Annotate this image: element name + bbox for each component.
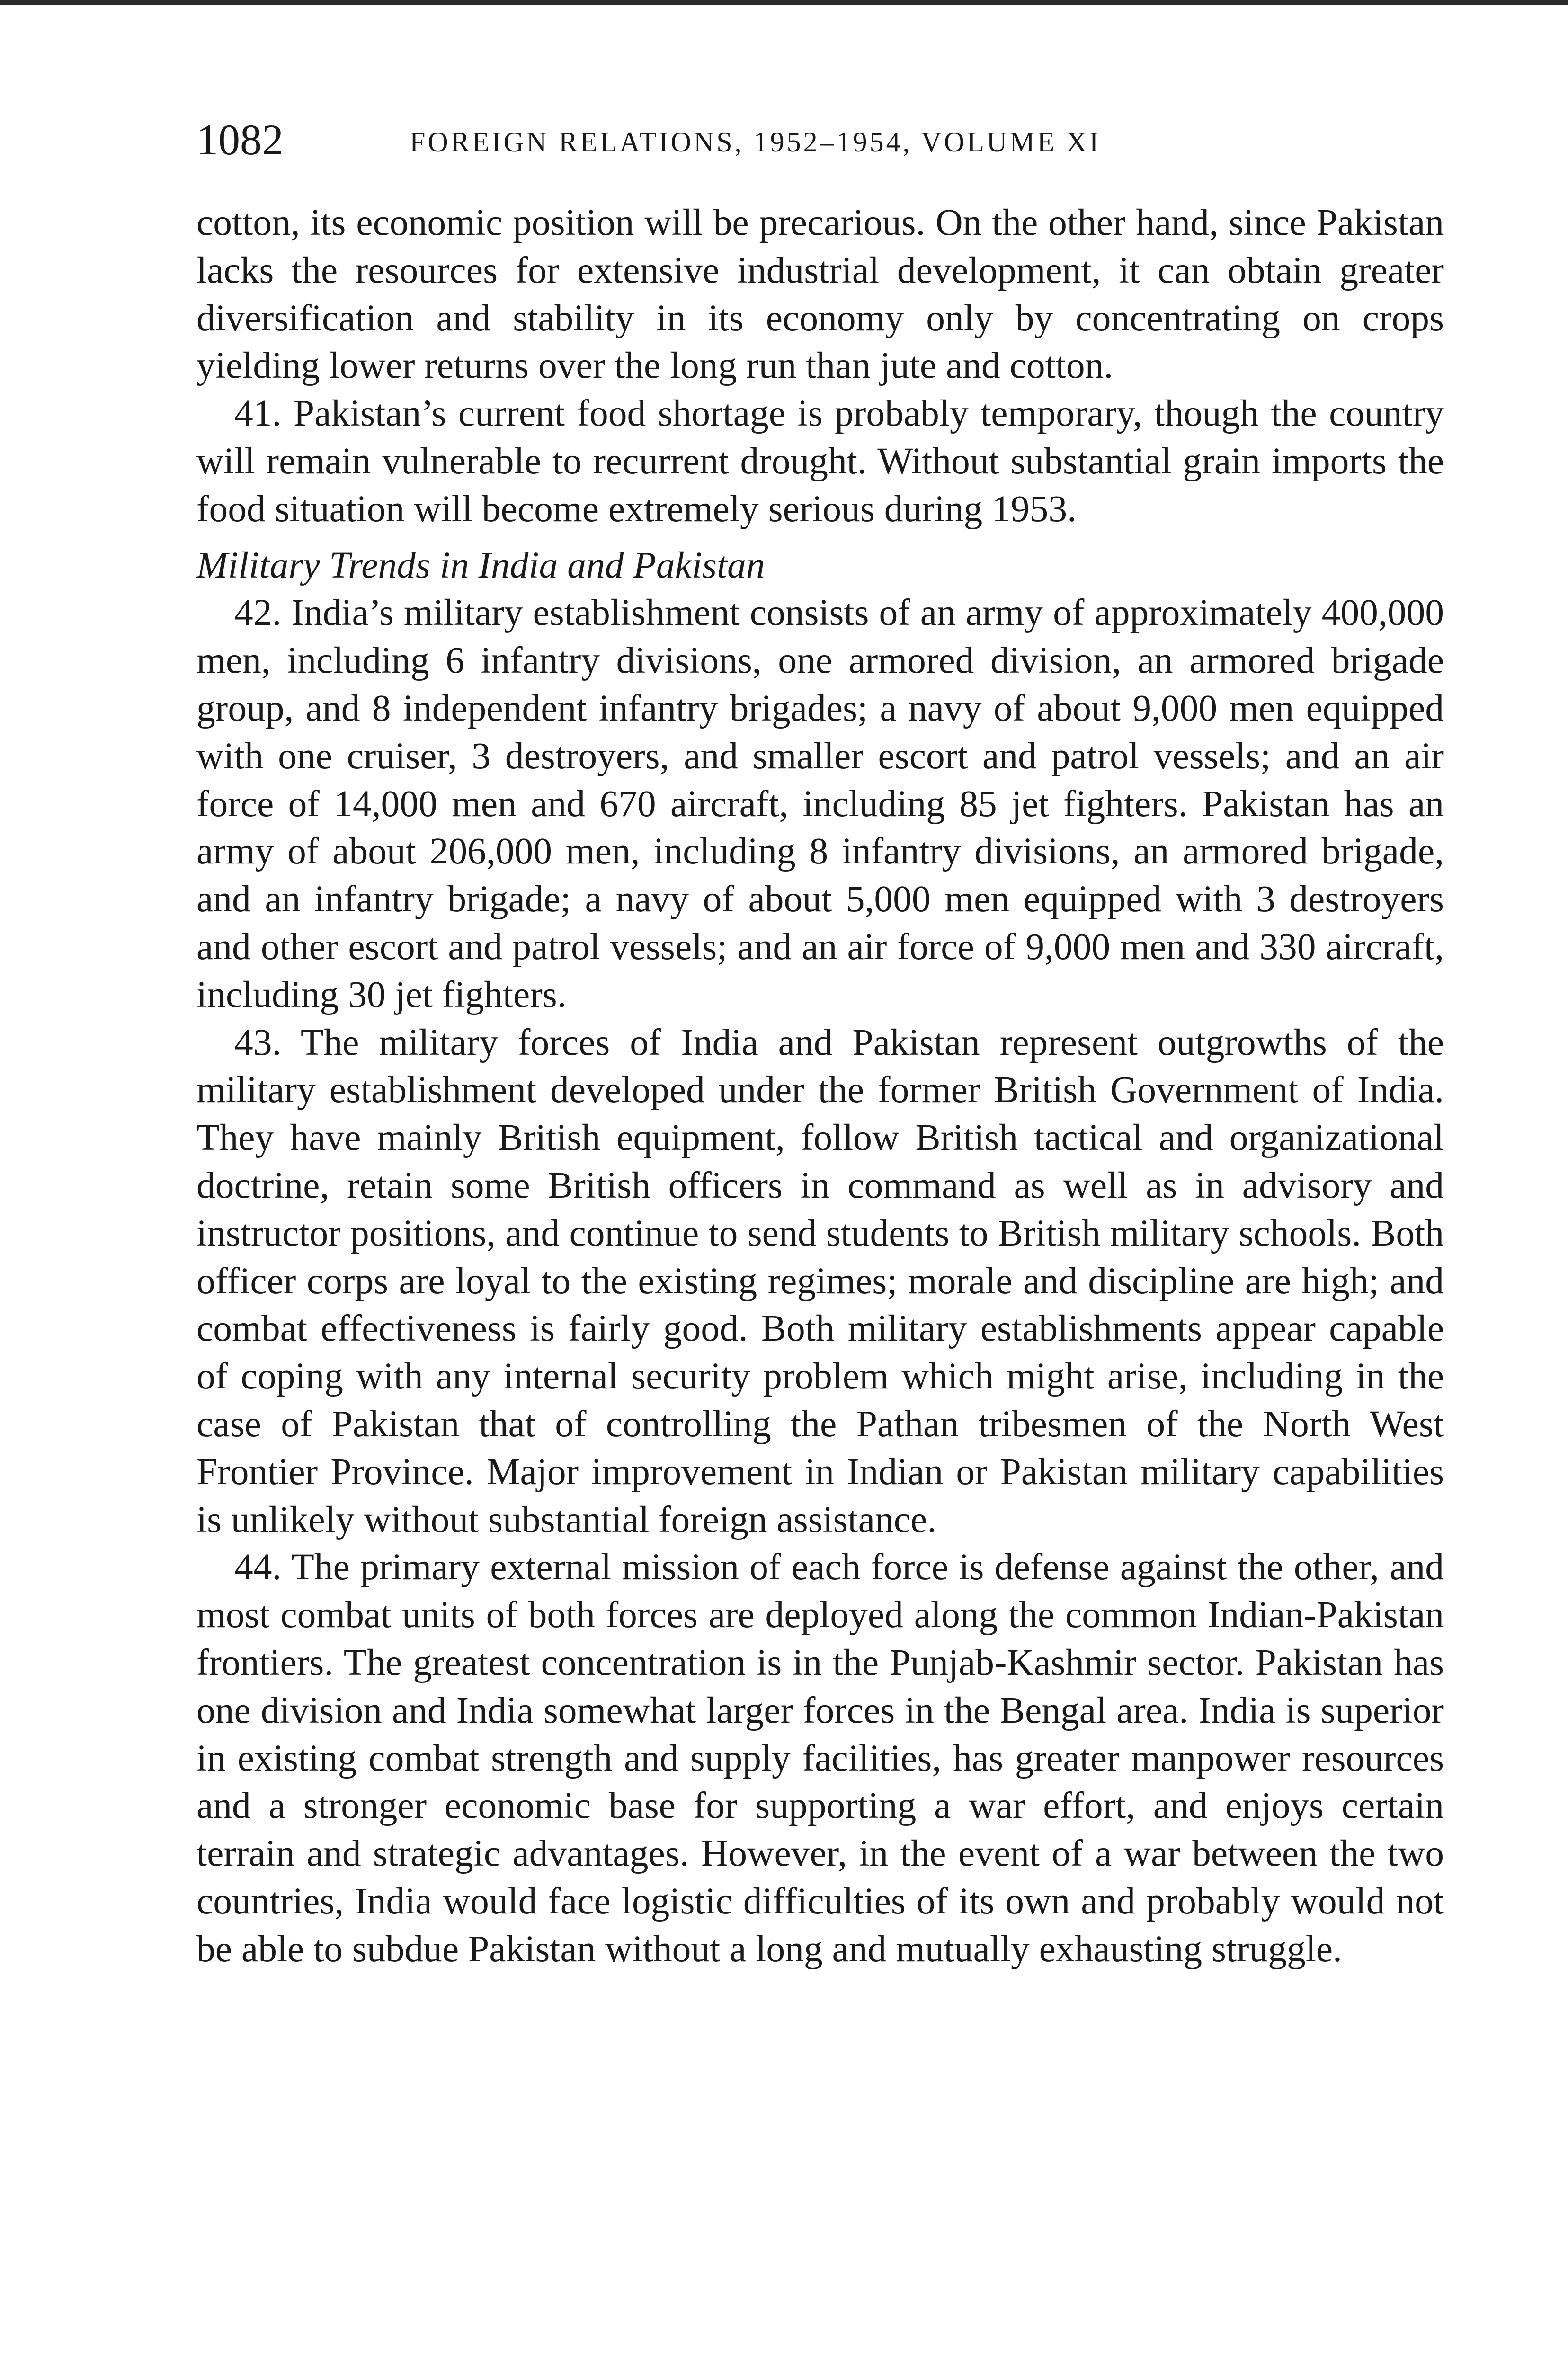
paragraph-41: 41. Pakistan’s current food shortage is probably temporary, though the country will remain vulnerable to recurrent drought. Without substantial grain imports the food situation will become extremely serious during 1953. bbox=[196, 392, 1444, 530]
page-top-edge bbox=[0, 0, 1568, 5]
section-heading: Military Trends in India and Pakistan bbox=[196, 544, 765, 586]
page-header bbox=[196, 114, 1446, 166]
paragraph-43: 43. The military forces of India and Pakistan represent outgrowths of the military establishment developed under the former British Government of India. They have mainly British equipment, follow British tactical and organizational doctrine, retain some British officers in command as well as in advisory and instructor positions, and continue to send students to British military schools. Both officer corps are loyal to the existing regimes; morale and discipline are high; and combat effectiveness is fairly good. Both military establishments appear capable of coping with any internal security problem which might arise, including in the case of Pakistan that of controlling the Pathan tribesmen of the North West Frontier Province. Major improvement in Indian or Pakistan military capabilities is unlikely without substantial foreign assistance. bbox=[196, 1021, 1444, 1540]
running-title: FOREIGN RELATIONS, 1952–1954, VOLUME XI bbox=[410, 126, 1101, 158]
paragraph-44: 44. The primary external mission of each force is defense against the other, and most combat units of both forces are deployed along the common Indian-Pakistan frontiers. The greatest concentration is in the Punjab-Kashmir sector. Pakistan has one division and India somewhat larger forces in the Bengal area. India is superior in existing combat strength and supply facilities, has greater manpower resources and a stronger economic base for supporting a war effort, and enjoys certain terrain and strategic advantages. However, in the event of a war between the two countries, India would face logistic difficulties of its own and probably would not be able to subdue Pakistan without a long and mutually exhausting struggle. bbox=[196, 1546, 1444, 1970]
paragraph-42: 42. India’s military establishment consists of an army of approximately 400,000 men, including 6 infantry divisions, one armored division, an armored brigade group, and 8 independent infantry brigades; a navy of about 9,000 men equipped with one cruiser, 3 destroyers, and smaller escort and patrol vessels; and an air force of 14,000 men and 670 aircraft, including 85 jet fighters. Pakistan has an army of about 206,000 men, including 8 infantry divisions, an armored brigade, and an infantry brigade; a navy of about 5,000 men equipped with 3 destroyers and other escort and patrol vessels; and an air force of 9,000 men and 330 aircraft, including 30 jet fighters. bbox=[196, 592, 1444, 1015]
page-body bbox=[196, 199, 1444, 1973]
page-number: 1082 bbox=[196, 116, 284, 164]
paragraph-continuation: cotton, its economic position will be precarious. On the other hand, since Pakistan lacks the resources for extensive industrial development, it can obtain greater diversification and stability in its economy only by concentrating on crops yielding lower returns over the long run than jute and cotton. bbox=[196, 202, 1444, 387]
